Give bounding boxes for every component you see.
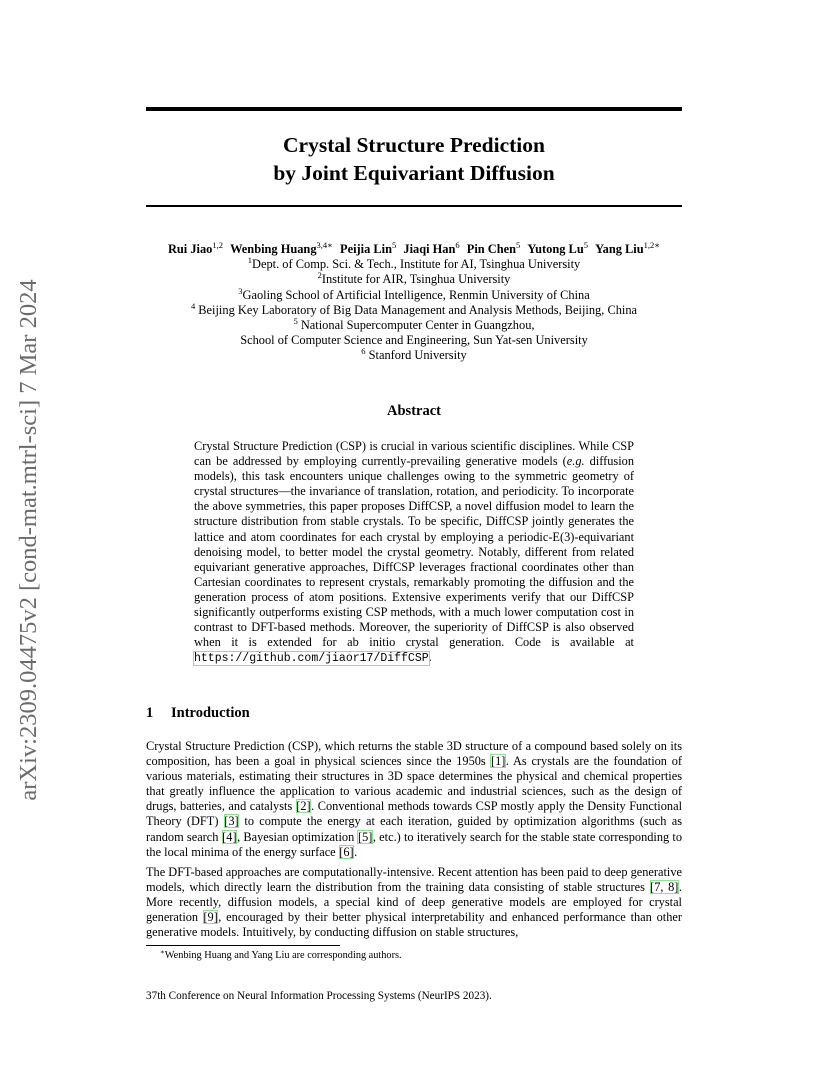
affiliation: $^6$ Stanford University [361, 346, 467, 363]
citation-link[interactable]: [6] [339, 844, 354, 859]
author: Pin Chen$^5$ [466, 240, 521, 256]
affiliation: School of Computer Science and Engineering, Sun Yat-sen University [240, 333, 588, 348]
author: Yang Liu$^{1,2∗}$ [595, 240, 661, 256]
abstract-heading: Abstract [387, 403, 441, 419]
title-line-2: by Joint Equivariant Diffusion [273, 161, 555, 185]
citation-link[interactable]: [7, 8] [650, 880, 679, 895]
author-list [120, 242, 708, 257]
citation-link[interactable]: [3] [224, 814, 239, 829]
affiliation: $^4$ Beijing Key Laboratory of Big Data Management and Analysis Methods, Beijing, China [190, 300, 638, 317]
citation-link[interactable]: [1] [490, 754, 506, 769]
code-link[interactable]: https://github.com/jiaor17/DiffCSP [194, 652, 429, 666]
author: Rui Jiao$^{1,2}$ [167, 240, 223, 256]
footnote-rule [146, 945, 340, 946]
author-block [120, 242, 708, 364]
footnote: ∗Wenbing Huang and Yang Liu are corresponding authors. [160, 948, 402, 961]
conference-note: 37th Conference on Neural Information Processing Systems (NeurIPS 2023). [146, 990, 492, 1002]
title-line-1: Crystal Structure Prediction [283, 133, 545, 157]
author: Peijia Lin$^5$ [340, 240, 397, 256]
author: Jiaqi Han$^6$ [403, 240, 460, 256]
citation-link[interactable]: [9] [203, 910, 218, 925]
title-bottom-rule [146, 205, 682, 207]
title-top-rule [146, 107, 682, 111]
section-heading: 1 Introduction [146, 705, 250, 721]
intro-paragraph-2: The DFT-based approaches are computationally-intensive. Recent attention has been paid to deep generative models, which directly learn the distribution from the training data consisting of stable structures [7, 8]. More recently, diffusion models, a special kind of deep generative models are employed for crystal generation [9], encouraged by their better physical interpretability and enhanced performance than other generative models. Intuitively, by conducting diffusion on stable structures, [146, 865, 682, 940]
affiliation: $^2$Institute for AIR, Tsinghua University [317, 270, 511, 287]
affiliation: $^5$ National Supercomputer Center in Guangzhou, [293, 316, 535, 333]
intro-paragraph-1: Crystal Structure Prediction (CSP), which returns the stable 3D structure of a compound based solely on its composition, has been a goal in physical sciences since the 1950s [1]. As crystals are the foundation of various materials, estimating their structures in 3D space determines the physical and chemical properties that greatly influence the application to various academic and industrial sciences, such as the design of drugs, batteries, and catalysts [2]. Conventional methods towards CSP mostly apply the Density Functional Theory (DFT) [3] to compute the energy at each iteration, guided by optimization algorithms (such as random search [4], Bayesian optimization [5], etc.) to iteratively search for the stable state corresponding to the local minima of the energy surface [6]. [146, 739, 683, 859]
arxiv-identifier: arXiv:2309.04475v2 [cond-mat.mtrl-sci] 7 Mar 2024 [15, 279, 42, 801]
author: Yutong Lu$^5$ [527, 240, 588, 256]
abstract-body: Crystal Structure Prediction (CSP) is crucial in various scientific disciplines. While CSP can be addressed by employing currently-prevailing generative models (e.g. diffusion models), this task encounters unique challenges owing to the symmetric geometry of crystal structures—the invariance of translation, rotation, and periodicity. To incorporate the above symmetries, this paper proposes DiffCSP, a novel diffusion model to learn the structure distribution from stable crystals. To be specific, DiffCSP jointly generates the lattice and atom coordinates for each crystal by employing a periodic-E(3)-equivariant denoising model, to better model the crystal geometry. Notably, different from related equivariant generative approaches, DiffCSP leverages fractional coordinates other than Cartesian coordinates to represent crystals, remarkably promoting the diffusion and the generation process of atom positions. Extensive experiments verify that our DiffCSP significantly outperforms existing CSP methods, with a much lower computation cost in contrast to DFT-based methods. Moreover, the superiority of DiffCSP is also observed when it is extended for ab initio crystal generation. Code is available at https://github.com/jiaor17/DiffCSP. [194, 439, 634, 666]
paper-title [146, 131, 682, 187]
citation-link[interactable]: [4] [222, 829, 237, 844]
citation-link[interactable]: [2] [296, 799, 311, 814]
author: Wenbing Huang$^{3,4∗}$ [230, 240, 333, 256]
affiliation: $^3$Gaoling School of Artificial Intelligence, Renmin University of China [238, 285, 590, 302]
affiliation: $^1$Dept. of Comp. Sci. & Tech., Institute for AI, Tsinghua University [247, 255, 581, 272]
citation-link[interactable]: [5] [357, 829, 373, 844]
